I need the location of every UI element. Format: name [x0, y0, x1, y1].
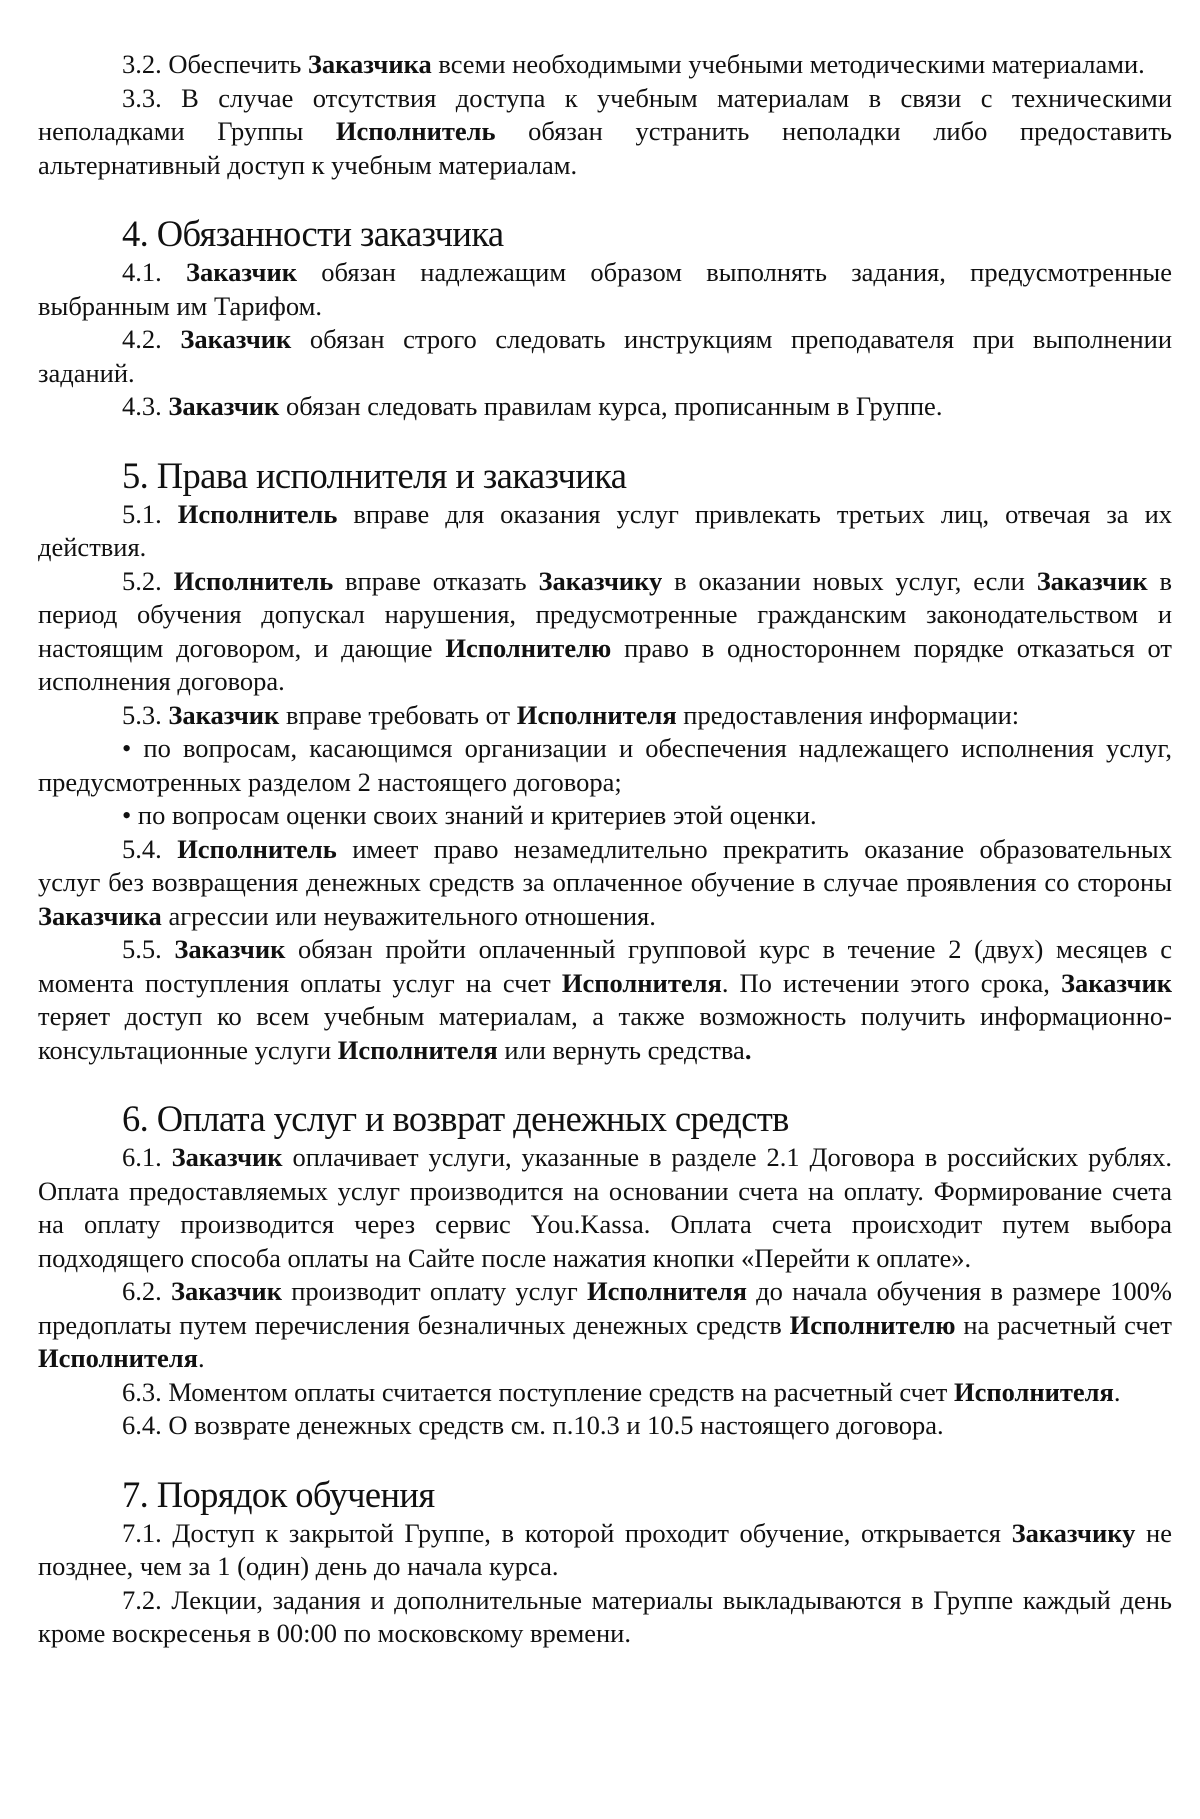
clause-text: оплачивает услуги, указанные в разделе 2.1 Договора в российских рублях. Оплата предоставляемых услуг производится на основании счета на оплату. Формирование счета на оплату производится через сервис You.Kassa. Оплата счета происходит путем выбора подходящего способа оплаты на Сайте после нажатия кнопки «Перейти к оплате». [38, 1142, 1173, 1273]
party-term: Заказчик [186, 257, 298, 287]
clause-6-3 [38, 1376, 1172, 1410]
clause-5-3-bullet-2 [38, 799, 1172, 833]
clause-text: 5.5. [122, 934, 175, 964]
clause-text: всеми необходимыми учебными методическими материалами. [431, 49, 1145, 79]
clause-text: 5.3. [122, 699, 169, 730]
clause-text: 5.1. [122, 498, 178, 529]
party-term: Исполнитель [335, 116, 496, 146]
party-term: Заказчику [538, 565, 663, 596]
party-term: Заказчика [307, 49, 432, 79]
party-term: Заказчик [1036, 565, 1148, 596]
clause-text: обязан пройти оплаченный групповой курс в течение 2 (двух) месяцев с момента поступления оплаты услуг на счет [38, 934, 1173, 998]
clause-text: 6.1. [122, 1142, 172, 1172]
clause-text: обязан следовать правилам курса, прописанным в Группе. [279, 391, 943, 421]
party-term: Исполнителя [953, 1376, 1114, 1407]
clause-5-3-bullet-1 [38, 732, 1172, 799]
clause-text: • по вопросам оценки своих знаний и критериев этой оценки. [122, 800, 817, 830]
clause-text: агрессии или неуважительного отношения. [161, 900, 656, 931]
party-term: Заказчику [1011, 1517, 1136, 1548]
clause-text: в оказании новых услуг, если [662, 565, 1037, 596]
clause-text: 4.3. [122, 391, 169, 421]
clause-text: на расчетный счет [955, 1309, 1172, 1340]
party-term: Заказчик [1061, 967, 1172, 998]
party-term: Исполнителя [586, 1276, 747, 1306]
clause-text: обязан надлежащим образом выполнять задания, предусмотренные выбранным им Тарифом. [38, 257, 1172, 321]
party-term: Заказчик [168, 391, 280, 421]
clause-text: до начала обучения в размере 100% предоплаты путем перечисления безналичных денежных средств [38, 1276, 1172, 1340]
clause-7-2 [38, 1584, 1172, 1651]
party-term: Заказчик [171, 1142, 283, 1172]
party-term: Исполнителю [789, 1309, 956, 1340]
clause-text: теряет доступ ко всем учебным материалам, а также возможность получить информационно-консультационные услуги [38, 1001, 1172, 1065]
party-term: Заказчика [38, 900, 162, 931]
clause-5-1 [38, 498, 1172, 565]
party-term: Исполнителя [516, 699, 677, 730]
party-term: Исполнителя [38, 1343, 198, 1373]
clause-text: 4.1. [122, 257, 187, 287]
party-term: Заказчик [171, 1276, 282, 1306]
clause-text: право в одностороннем порядке отказаться от исполнения договора. [38, 632, 1172, 696]
clause-4-3 [38, 390, 1172, 424]
clause-5-4 [38, 833, 1172, 934]
clause-text: 3.2. Обеспечить [122, 49, 308, 79]
party-term: Исполнителя [561, 967, 722, 998]
clause-text: предоставления информации: [676, 699, 1020, 730]
section-4-heading: 4. Обязанности заказчика [122, 213, 504, 254]
section-7-heading: 7. Порядок обучения [122, 1473, 435, 1515]
clause-4-2 [38, 323, 1172, 390]
clause-5-3 [38, 699, 1172, 733]
clause-text: имеет право незамедлительно прекратить оказание образовательных услуг без возвращения денежных средств за оплаченное обучение в случае проявления со стороны [38, 833, 1172, 897]
clause-text: 3.3. В случае отсутствия доступа к учебным материалам в связи с техническими неполадками Группы [38, 82, 1172, 146]
party-term: Исполнитель [177, 833, 337, 864]
clause-text: 6.4. О возврате денежных средств см. п.10.3 и 10.5 настоящего договора. [122, 1410, 944, 1440]
clause-6-4 [38, 1409, 1172, 1443]
clause-text: вправе отказать [333, 565, 539, 596]
party-term: Исполнитель [173, 565, 334, 596]
clause-text: • по вопросам, касающимся организации и обеспечения надлежащего исполнения услуг, предусмотренных разделом 2 настоящего договора; [38, 733, 1172, 797]
clause-text: 5.2. [122, 565, 174, 596]
clause-5-2 [38, 565, 1172, 699]
clause-text: производит оплату услуг [281, 1276, 587, 1306]
clause-text: обязан устранить неполадки либо предоставить альтернативный доступ к учебным материалам. [38, 116, 1172, 180]
clause-text: не позднее, чем за 1 (один) день до начала курса. [38, 1517, 1172, 1581]
section-6-heading: 6. Оплата услуг и возврат денежных средств [122, 1098, 789, 1139]
clause-text: 5.4. [122, 833, 178, 864]
party-term: Заказчик [180, 324, 292, 354]
clause-6-2 [38, 1275, 1172, 1376]
clause-text: . [1113, 1376, 1121, 1407]
party-term: Заказчик [174, 934, 286, 964]
clause-text: 4.2. [122, 324, 181, 354]
party-term: Исполнителю [445, 632, 612, 663]
clause-text: или вернуть средства [497, 1034, 745, 1065]
clause-text: 6.3. Моментом оплаты считается поступление средств на расчетный счет [122, 1376, 954, 1407]
clause-text: 7.2. Лекции, задания и дополнительные материалы выкладываются в Группе каждый день кроме воскресенья в 00:00 по московскому времени. [38, 1584, 1172, 1648]
clause-text: . По истечении этого срока, [721, 967, 1062, 998]
clause-5-5 [38, 933, 1172, 1067]
party-term: Исполнителя [337, 1034, 498, 1065]
clause-text: в период обучения допускал нарушения, предусмотренные гражданским законодательством и настоящим договором, и дающие [38, 565, 1173, 663]
clause-3-2 [38, 48, 1172, 82]
clause-3-3 [38, 82, 1172, 183]
clause-text: 7.1. Доступ к закрытой Группе, в которой проходит обучение, открывается [122, 1517, 1012, 1548]
document-page [38, 48, 1172, 1651]
clause-7-1 [38, 1517, 1172, 1584]
clause-text: вправе требовать от [279, 699, 517, 730]
party-term: Заказчик [168, 699, 280, 730]
clause-text: обязан строго следовать инструкциям преподавателя при выполнении заданий. [38, 324, 1172, 388]
party-term: . [744, 1034, 752, 1065]
clause-text: вправе для оказания услуг привлекать третьих лиц, отвечая за их действия. [38, 498, 1173, 562]
party-term: Исполнитель [177, 498, 338, 529]
clause-text: . [197, 1343, 205, 1373]
section-5-heading: 5. Права исполнителя и заказчика [122, 454, 627, 496]
clause-4-1 [38, 256, 1172, 323]
clause-6-1 [38, 1141, 1172, 1275]
clause-text: 6.2. [122, 1276, 172, 1306]
